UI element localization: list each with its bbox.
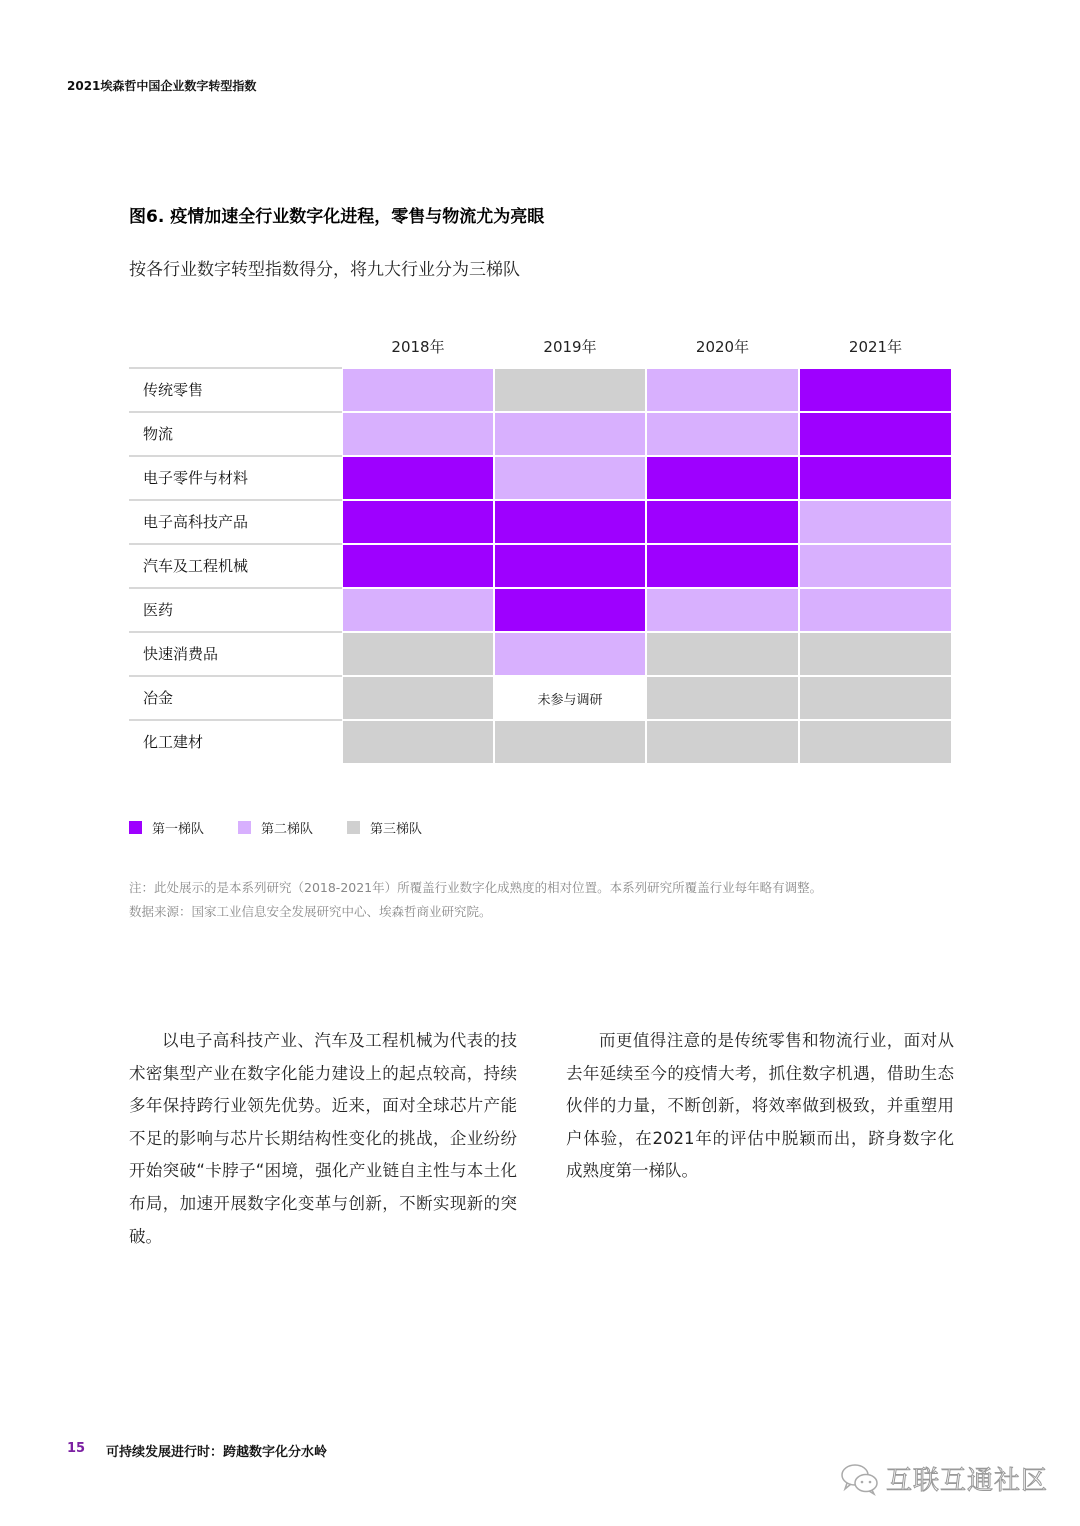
industry-label: 电子零件与材料 <box>129 455 342 499</box>
tier-cell <box>495 413 645 455</box>
industry-label: 快速消费品 <box>129 631 342 675</box>
industry-label: 汽车及工程机械 <box>129 543 342 587</box>
tier-cell <box>800 501 951 543</box>
paragraph-right: 而更值得注意的是传统零售和物流行业，面对从去年延续至今的疫情大考，抓住数字机遇，借助生态伙伴的力量，不断创新，将效率做到极致，并重塑用户体验，在2021年的评估中脱颖而出，跻身数字化成熟度第一梯队。 <box>566 1031 954 1181</box>
tier-cell <box>647 677 798 719</box>
tier-cell <box>800 545 951 587</box>
page-number: 15 <box>67 1441 86 1456</box>
legend-item <box>238 818 313 837</box>
tier-cell <box>343 545 493 587</box>
tier-cell <box>495 721 645 763</box>
body-column-right <box>566 1025 954 1188</box>
tier-cell <box>495 457 645 499</box>
legend-label: 第二梯队 <box>261 822 314 837</box>
industry-row <box>129 543 951 587</box>
industry-row <box>129 411 951 455</box>
tier-cell <box>343 633 493 675</box>
industry-label: 医药 <box>129 587 342 631</box>
industry-row <box>129 675 951 719</box>
tier-cell <box>647 633 798 675</box>
industry-label: 冶金 <box>129 675 342 719</box>
legend-label: 第一梯队 <box>152 822 205 837</box>
industry-label: 传统零售 <box>129 367 342 411</box>
tier-cell <box>647 369 798 411</box>
figure-notes <box>129 876 822 924</box>
footer-section-title: 可持续发展进行时：跨越数字化分水岭 <box>106 1445 328 1460</box>
figure-title: 图6. 疫情加速全行业数字化进程，零售与物流尤为亮眼 <box>129 207 545 227</box>
tier-cell <box>343 677 493 719</box>
body-column-left <box>129 1025 517 1253</box>
industry-label: 电子高科技产品 <box>129 499 342 543</box>
tier-cell <box>647 501 798 543</box>
watermark <box>840 1460 1048 1497</box>
industry-row <box>129 587 951 631</box>
industry-label: 化工建材 <box>129 719 342 763</box>
legend-swatch <box>347 821 360 834</box>
tier-cell <box>343 369 493 411</box>
industry-row <box>129 719 951 763</box>
legend-swatch <box>238 821 251 834</box>
watermark-text: 互联互通社区 <box>886 1466 1049 1496</box>
legend-item <box>347 818 422 837</box>
tier-cell <box>800 457 951 499</box>
tier-cell <box>800 589 951 631</box>
tier-cell <box>495 633 645 675</box>
year-header: 2020年 <box>695 338 750 356</box>
tier-cell <box>647 721 798 763</box>
tier-cell <box>647 589 798 631</box>
source-text: 数据来源：国家工业信息安全发展研究中心、埃森哲商业研究院。 <box>129 904 492 919</box>
industry-row <box>129 455 951 499</box>
tier-cell <box>800 413 951 455</box>
wechat-icon <box>840 1462 880 1496</box>
tier-cell <box>647 457 798 499</box>
year-header: 2019年 <box>543 338 597 356</box>
tier-cell <box>647 413 798 455</box>
not-surveyed-cell: 未参与调研 <box>495 677 645 719</box>
note-text: 注：此处展示的是本系列研究（2018-2021年）所覆盖行业数字化成熟度的相对位置。本系列研究所覆盖行业每年略有调整。 <box>129 880 823 895</box>
industry-label: 物流 <box>129 411 342 455</box>
legend <box>129 818 456 837</box>
tier-cell <box>800 369 951 411</box>
tier-cell <box>495 369 645 411</box>
tier-cell <box>343 413 493 455</box>
tier-cell <box>343 501 493 543</box>
tier-cell <box>495 545 645 587</box>
tier-cell <box>495 501 645 543</box>
tier-cell <box>343 457 493 499</box>
legend-item <box>129 818 204 837</box>
figure-subtitle: 按各行业数字转型指数得分，将九大行业分为三梯队 <box>129 260 520 280</box>
tier-cell <box>800 633 951 675</box>
year-header: 2021年 <box>848 338 903 356</box>
legend-label: 第三梯队 <box>370 822 423 837</box>
legend-swatch <box>129 821 142 834</box>
tier-cell <box>495 589 645 631</box>
year-header: 2018年 <box>391 338 445 356</box>
industry-row <box>129 499 951 543</box>
tier-cell <box>343 721 493 763</box>
industry-row <box>129 367 951 411</box>
tier-cell <box>343 589 493 631</box>
tier-cell <box>647 545 798 587</box>
tier-cell <box>800 677 951 719</box>
industry-row <box>129 631 951 675</box>
paragraph-left: 以电子高科技产业、汽车及工程机械为代表的技术密集型产业在数字化能力建设上的起点较高，持续多年保持跨行业领先优势。近来，面对全球芯片产能不足的影响与芯片长期结构性变化的挑战，企业纷纷开始突破“卡脖子“困境，强化产业链自主性与本土化布局，加速开展数字化变革与创新，不断实现新的突破。 <box>129 1031 517 1246</box>
tier-cell <box>800 721 951 763</box>
running-header: 2021埃森哲中国企业数字转型指数 <box>67 79 257 93</box>
